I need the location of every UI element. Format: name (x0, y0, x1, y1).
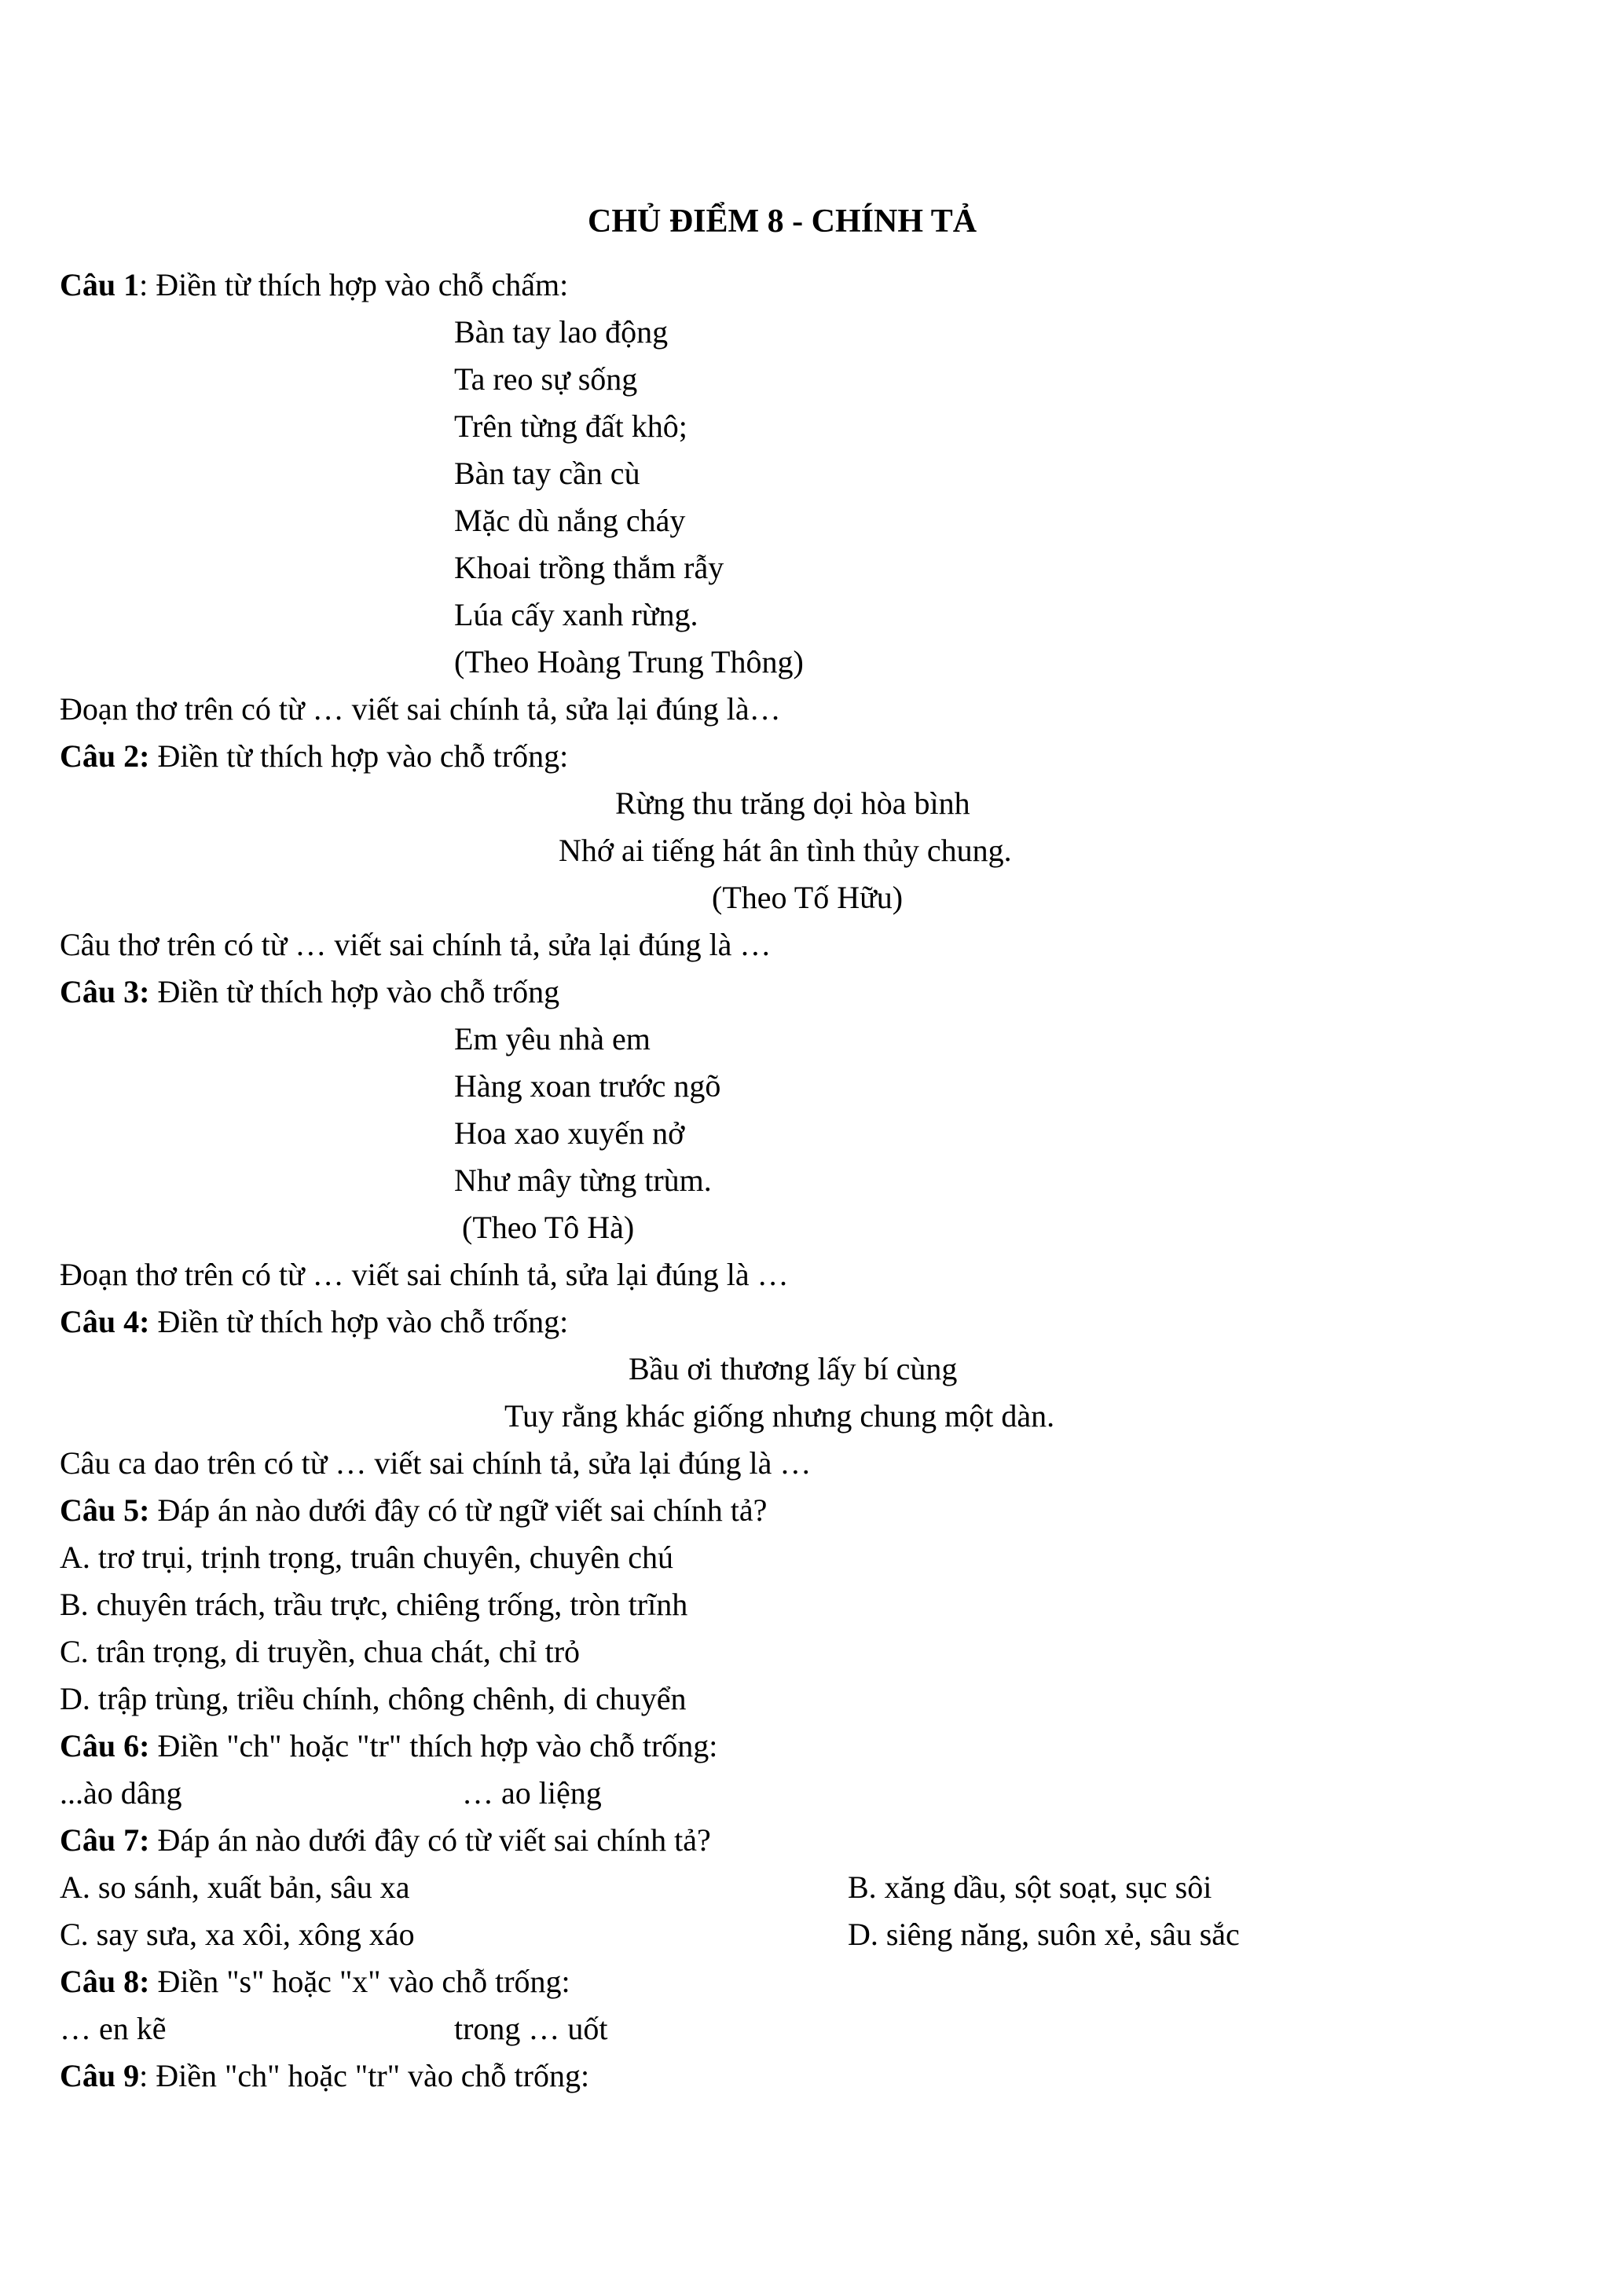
question-6-heading (60, 1730, 717, 1762)
question-1-attribution: (Theo Hoàng Trung Thông) (454, 644, 804, 679)
question-9-heading (60, 2060, 589, 2092)
question-5-label: Câu 5: (60, 1492, 150, 1528)
question-2-heading (60, 738, 569, 774)
question-1-poem-line: Khoai trồng thắm rẫy (454, 550, 724, 585)
question-1-heading (60, 269, 568, 301)
question-2-attribution: (Theo Tố Hữu) (712, 880, 904, 915)
question-8-label: Câu 8: (60, 1964, 150, 1999)
question-2-question: Câu thơ trên có từ … viết sai chính tả, sửa lại đúng là … (60, 927, 772, 962)
question-1-label: Câu 1 (60, 267, 140, 302)
question-2-poem-line: Rừng thu trăng dọi hòa bình (615, 785, 970, 821)
question-5-option-b: B. chuyên trách, trầu trực, chiêng trống, tròn trĩnh (60, 1587, 688, 1622)
question-1-poem-line: Bàn tay lao động (454, 314, 669, 350)
question-4-poem-line: Bầu ơi thương lấy bí cùng (629, 1351, 958, 1386)
question-6-label: Câu 6: (60, 1728, 150, 1763)
question-4-heading (60, 1306, 568, 1338)
question-1-poem-line: Mặc dù nắng cháy (454, 503, 686, 538)
question-3-question: Đoạn thơ trên có từ … viết sai chính tả, sửa lại đúng là … (60, 1257, 789, 1292)
question-3-attribution: (Theo Tô Hà) (462, 1210, 635, 1245)
question-1-poem-line: Bàn tay cần cù (454, 456, 640, 491)
question-7-option-c: C. say sưa, xa xôi, xông xáo (60, 1917, 415, 1952)
question-6-blank-1: ...ào dâng (60, 1775, 182, 1811)
question-5-option-c: C. trân trọng, di truyền, chua chát, chỉ trỏ (60, 1634, 581, 1669)
question-6-prompt: Điền "ch" hoặc "tr" thích hợp vào chỗ trống: (149, 1728, 718, 1763)
question-3-heading (60, 976, 559, 1008)
question-3-poem-line: Em yêu nhà em (454, 1021, 651, 1056)
question-5-option-a: A. trơ trụi, trịnh trọng, truân chuyên, chuyên chú (60, 1540, 673, 1575)
question-6-blank-2: … ao liệng (462, 1775, 602, 1811)
question-1-question: Đoạn thơ trên có từ … viết sai chính tả, sửa lại đúng là… (60, 691, 781, 727)
question-1-poem-line: Lúa cấy xanh rừng. (454, 597, 698, 632)
question-2-label: Câu 2: (60, 738, 150, 774)
question-7-prompt: Đáp án nào dưới đây có từ viết sai chính tả? (149, 1822, 711, 1858)
question-3-prompt: Điền từ thích hợp vào chỗ trống (149, 974, 560, 1009)
question-7-option-d: D. siêng năng, suôn xẻ, sâu sắc (848, 1917, 1240, 1952)
question-8-blank-1: … en kẽ (60, 2011, 167, 2046)
question-9-prompt: : Điền "ch" hoặc "tr" vào chỗ trống: (139, 2058, 590, 2093)
question-5-heading (60, 1492, 768, 1528)
question-1-poem-line: Trên từng đất khô; (454, 408, 687, 444)
question-2-prompt: Điền từ thích hợp vào chỗ trống: (149, 738, 569, 774)
question-3-poem-line: Như mây từng trùm. (454, 1163, 712, 1198)
question-5-option-d: D. trập trùng, triều chính, chông chênh, di chuyển (60, 1681, 687, 1716)
question-2-poem-line: Nhớ ai tiếng hát ân tình thủy chung. (559, 833, 1012, 868)
question-1-prompt: : Điền từ thích hợp vào chỗ chấm: (139, 267, 569, 302)
question-8-heading (60, 1966, 570, 1998)
question-7-option-a: A. so sánh, xuất bản, sâu xa (60, 1869, 410, 1905)
question-1-poem-line: Ta reo sự sống (454, 361, 638, 397)
page-title: CHỦ ĐIỂM 8 - CHÍNH TẢ (588, 203, 977, 240)
question-4-question: Câu ca dao trên có từ … viết sai chính tả, sửa lại đúng là … (60, 1445, 812, 1481)
question-9-label: Câu 9 (60, 2058, 140, 2093)
question-7-heading (60, 1822, 711, 1858)
question-4-prompt: Điền từ thích hợp vào chỗ trống: (149, 1304, 569, 1339)
question-4-poem-line: Tuy rằng khác giống nhưng chung một dàn. (504, 1398, 1055, 1434)
question-4-label: Câu 4: (60, 1304, 150, 1339)
question-8-prompt: Điền "s" hoặc "x" vào chỗ trống: (149, 1964, 570, 1999)
question-3-label: Câu 3: (60, 974, 150, 1009)
question-8-blank-2: trong … uốt (454, 2011, 608, 2046)
question-3-poem-line: Hàng xoan trước ngõ (454, 1068, 721, 1104)
question-3-poem-line: Hoa xao xuyến nở (454, 1115, 685, 1151)
question-7-option-b: B. xăng dầu, sột soạt, sục sôi (848, 1869, 1212, 1905)
question-5-prompt: Đáp án nào dưới đây có từ ngữ viết sai chính tả? (149, 1492, 768, 1528)
question-7-label: Câu 7: (60, 1822, 150, 1858)
